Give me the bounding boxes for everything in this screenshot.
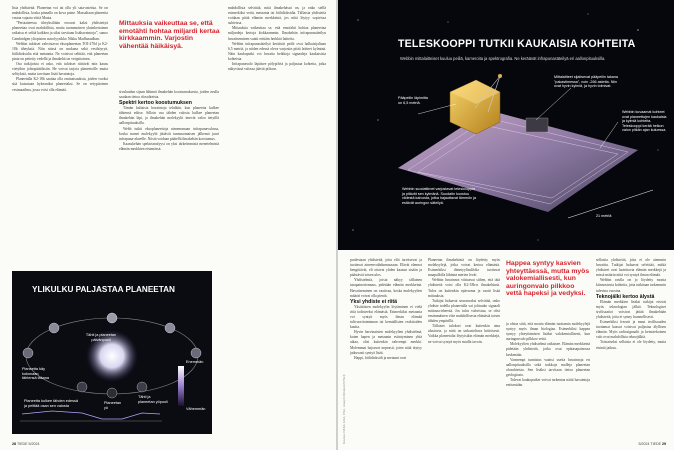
body-paragraph: Toistaiseksi sellaisia ei ole löydetty, mutta etsintä jatkuu. (596, 340, 666, 350)
graphic-title: TELESKOOPPI TUTKII KAUKAISIA KOHTEITA (398, 38, 636, 50)
brightness-legend-bar (178, 366, 184, 406)
body-paragraph: Yhdistelmiä, joista näkyy tällainen tasapainottomuus, pidetään elämän merkkeinä. Havaitseminen on vaativaa, koska molekyylien määrät voivat olla pieniä. (350, 278, 422, 298)
caption: Tähti ja planeetan yöpuoli (138, 395, 168, 404)
left-page (0, 0, 336, 450)
body-paragraph: Tulevat kaukoputket voivat tarkentaa näitä havaintoja entisestään. (506, 378, 590, 388)
instrument-module (526, 118, 548, 132)
pull-quote: Happea syntyy kasvien yhteyttäessä, mutta myös valokemiallisesti, kun auringonvalo pilkkoo vettä hapeksi ja vedyksi. (506, 260, 590, 298)
body-paragraph: Planeetan ilmakehästä on löydetty myös molekyylejä, jotka voivat kertoa elämästä. Esimerkiksi dimetyylisulfidia tuottavat maapallolla lähinnä merten levät. (428, 258, 500, 278)
caption-targets: Webbin kuvaamat kohteet ovat planeettojen kaukaisia ja kylmiä kohteita. Teleskooppi kerää heikon valon pitkän ajan kuluessa. (622, 110, 667, 132)
photo-credit: Kuvitus: NASA, ESA, CSA, Joseph Olmsted (STScI) (342, 374, 346, 444)
body-paragraph: Elämän merkkien lisäksi tutkijat etsivät myös teknologian jälkiä. Teknologiset sivilisaatiot voisivat jättää ilmakehään yhdisteitä, joita ei synny luonnollisesti. (596, 299, 666, 319)
caption-mirror: Pääpeilin läpimitta on 6,5 metriä. (398, 96, 428, 105)
planet-icon (107, 388, 117, 398)
secondary-mirror (498, 74, 502, 78)
body-paragraph: Kaasukehän spektrianalyysi on yksi tärkeimmistä menetelmistä elämän merkkien etsinnässä. (119, 141, 219, 151)
body-paragraph: Esimerkiksi freonit ja muut teollisuuden tuottamat kaasut voisivat paljastaa älyllisen elämän. Myös radiosignaalit ja keinotekoinen valo ovat mahdollisia teknojälkiä. (596, 320, 666, 340)
caption: Planeetan yö (104, 401, 122, 410)
body-paragraph: Varmempi tunnistus vaatisi useita havaintoja eri aallonpituuksilla sekä tarkkoja malleja planeetan olosuhteista. Sen lisäksi tarvitaan tietoa planeetan geologiasta. (506, 357, 590, 377)
pull-quote: Mittauksia vaikeuttaa se, että emotähti hohtaa miljardi kertaa kirkkaammin. Varjostin vähentää häikäisyä. (119, 20, 220, 50)
magazine-issue: TIEDE 5/2024 (16, 442, 40, 446)
body-paragraph: lisia yhdisteitä. Planeetan voi tai olla yli sata-asteista. Se on mahdollista, koska pinnalla on kova paine. Massaltaan planeetta vastaa vajaata viittä Maata. (12, 6, 108, 21)
body-paragraph: sellaisia yhdisteitä, joita ei ole aiemmin havaittu. Tutkijat haluavat selvittää, mitkä yhdisteet ovat luotettavia elämän merkkejä ja missä määrin niitä voi syntyä ilman elämää. (596, 258, 666, 278)
right-column-4 (596, 258, 666, 438)
planet-icon (23, 348, 33, 358)
body-paragraph: Webbin havainnot viittaavat siihen, että tätä yhdistettä voisi olla K2-18b:n ilmakehässä. Tulos on kuitenkin epävarma ja vaatii lisää mittauksia. (428, 278, 500, 298)
telescope-graphic (338, 0, 674, 250)
primary-mirror (450, 80, 500, 134)
body-paragraph: Planeetalla K2-18b saattaa olla ominaisuuksia, joiden vuoksi sitä kutsutaan hykeaniksi planeetaksi. Se on vetypitoinen vesimaailma, jossa voisi olla elämää. (12, 77, 108, 92)
body-paragraph: Webbin infrapunasäteilyä keräävät peilit ovat halkaisijaltaan 6,5 metriä, ja niiden edessä oleva varjostin pitää laitteet kylminä. Näin kaukoputki voi havaita heikkoja signaaleja kaukaisista kohteista. (228, 41, 326, 61)
caption: Planeetta käy kokonaan tähtensä takana (22, 367, 50, 381)
planet-icon (191, 348, 201, 358)
caption-sunshield: Webbin suodattimet varjostavat teleskooppia ja pitävät sen kylmänä. Suodatin koostuu viidestä kalvosta, jotka hajauttavat lämmön ja estävät auringon säteilyä. (402, 187, 476, 205)
subheading: Yksi yhdiste ei riitä (350, 298, 397, 305)
planet-icon (49, 323, 59, 333)
body-paragraph: ja ohtoa siitä, että monia elämän tuottamia molekyylejä syntyy myös ilman biologiaa. Esimerkiksi happea syntyy yhteyttämisen lisäksi valokemiallisesti, kun auringonvalo pilkkoo vettä. (506, 322, 590, 342)
right-column-2 (428, 258, 500, 438)
right-page (338, 0, 674, 450)
planet-icon (165, 323, 175, 333)
graphic-subtitle: Webbin mittalaitteiset kuuluu peiliä, kameroita ja spektrografia. Ne keräävät infrapunasäteilyä eri aallonpituuksilla. (400, 56, 606, 61)
page-number: 28 (12, 442, 16, 446)
page-folio (638, 442, 666, 446)
caption-instruments: Mittalaitteet sijaitsevat pääpeilin takana "pakastimessa", noin -266 astetta. Niin ovat hyvin kylmiä, ja hyvin toimivat. (554, 75, 618, 88)
legend-label-low: Vähemmän (186, 407, 206, 411)
body-paragraph: Mittauksia vaikeuttaa se, että emotähti hohtaa planeettaa miljardeja kertoja kirkkaammin. Ilmakehän infrapunasäteilyn havaitseminen vaatii erittäin herkkiä laitteita. (228, 26, 326, 41)
body-paragraph: Osa tutkijoista ei usko, että tulokset riittävät niin kauas vietyihin johtopäätöksiin. He voivat tarjota planeetoille muita selityksiä, mutta tarvitaan lisää havaintoja. (12, 62, 108, 77)
planet-icon (137, 382, 147, 392)
subheading: Spektri kertoo koostumuksen (119, 100, 192, 107)
right-column-3 (506, 322, 590, 438)
body-paragraph: puolestaan yhdisteitä, joita elöt tarvitsevat ja tuottavat aineenvaihdunnassaan. Elävät olennot hengittävät, eli ottavat yhden kaasun sisään ja päästävät toisen ulos. (350, 258, 422, 278)
body-paragraph: Webbin avulla on jo löydetty monia kiinnostavia kohteita, joita tutkitaan tarkemmin tulevina vuosina. (596, 278, 666, 293)
caption: Tähti ja planeetan päivänpuoli (85, 333, 117, 342)
body-paragraph: sivuluadun sijaan lähinnä ilmakehän koostumuksesta, joiden avulla saadaan tietoa olosuhteista. (119, 90, 219, 100)
body-paragraph: Infrapunavalo läpäisee pölypilviä ja paljastaa kohteita, jotka näkyvässä valossa jäävät piiloon. (228, 62, 326, 72)
body-paragraph: Happi, hiilidioksidi ja metaani ovat (354, 355, 407, 360)
page-folio (12, 442, 40, 446)
body-paragraph: mahdollista selvittää, mitä ilmakehässä on, ja onko siellä esimerkiksi vettä, metaania tai hiilidioksidia. Tällaisia yhdisteitä voidaan pitää elämän merkkeinä, jos niitä löytyy sopivissa suhteissa. (228, 6, 326, 26)
subheading: Teknojälki kertoo älystä (596, 293, 655, 300)
right-column-1 (350, 258, 422, 438)
body-paragraph: Tutkijat haluavat seuraavaksi selvittää, onko yhdiste todella planeetalla vai johtuuko signaali mittausvirheestä. Jos tulos vahvistuu, se olisi ensimmäinen viite mahdollisesta elämästä toisen tähden ympärillä. (428, 298, 500, 324)
left-column-3 (228, 6, 326, 264)
planet-icon (107, 313, 117, 323)
magazine-issue: 5/2024 TIEDE (638, 442, 661, 446)
body-paragraph: Tällaiset tulokset ovat kuitenkin aina alustavia, ja niitä on tarkasteltava kriittisesti. Vaikka planeetalta löytyisikin elämän merkkejä, ne voivat syntyä myös muilla tavoin. (428, 324, 500, 344)
body-paragraph: Webb tutkii eksoplaneettoja nimenomaan infrapunavalossa, koska monet molekyylit jättävät tunnusomaisen jälkensä juuri infrapuna-alueelle. Niistä voidaan päätellä ilmakehän koostumus. (119, 126, 219, 141)
dimension-label: 21 metriä (596, 214, 612, 218)
light-curve-line (22, 411, 160, 419)
body-paragraph: Tämän kaltaisia havaintoja tehdään, kun planeetta kulkee tähtensä editse. Silloin osa tähden valosta kulkee planeetan ilmakehän läpi, ja ilmakehän molekyylit imevät valoa tietyillä aallonpituuksilla. (119, 106, 219, 126)
body-paragraph: Molekyylien yhdistelmä ratkaisee. Elämän merkkeinä pidetään yhdisteitä, jotka ovat epätasapainossa keskenään. (506, 342, 590, 357)
body-paragraph: Webbin tulokset vahvistavat eksoplaneetan TOI-270d ja K2-18b tiheyksiä. Niin niissä on mukana sekä vesihöyryä, hiilidioksidia että metaania. Ne voisivat selittää, että planeetan pinta on peitetty vedellä ja ilmakehä on vetypitoinen. (12, 41, 108, 61)
transit-graphic (12, 271, 212, 434)
legend-label-high: Enemmän (186, 360, 204, 364)
body-paragraph: ”Periaatteessa tiheyksiltään eroavat kaksi yhdistettyä planeettaa ovat mahdollisia, mutta tuommoinen yksinkertainen ratkaisu ei selitä kaikkea ja siksi tarvitaan lisähavaintoja”, sanoo Cambridgen yliopiston astrofyysikko Nikku Madhusudhan. (12, 21, 108, 41)
page-number: 29 (662, 442, 666, 446)
left-column-1 (12, 6, 108, 264)
body-paragraph: Hyvin harvinaisten molekyylien yhdistelmä, kuten hapen ja metaanin esiintyminen yhtä aikaa, olisi kuitenkin vahvempi merkki. Molemmat hajoavat nopeasti, joten niitä täytyy jatkuvasti syntyä lisää. (350, 330, 422, 355)
graphic-title: YLIKULKU PALJASTAA PLANEETAN (32, 285, 175, 294)
caption: Planeetta kulkee tähden edessä ja peittää osan sen valosta (24, 399, 79, 408)
planet-icon (77, 382, 87, 392)
left-column-2 (119, 90, 219, 264)
body-paragraph: Yksittäisen molekyylin löytäminen ei vielä riitä todisteeksi elämästä. Esimerkiksi metaania voi syntyä myös ilman elämää tulivuoritoiminnan tai kemiallisten reaktioiden kautta. (350, 304, 422, 330)
